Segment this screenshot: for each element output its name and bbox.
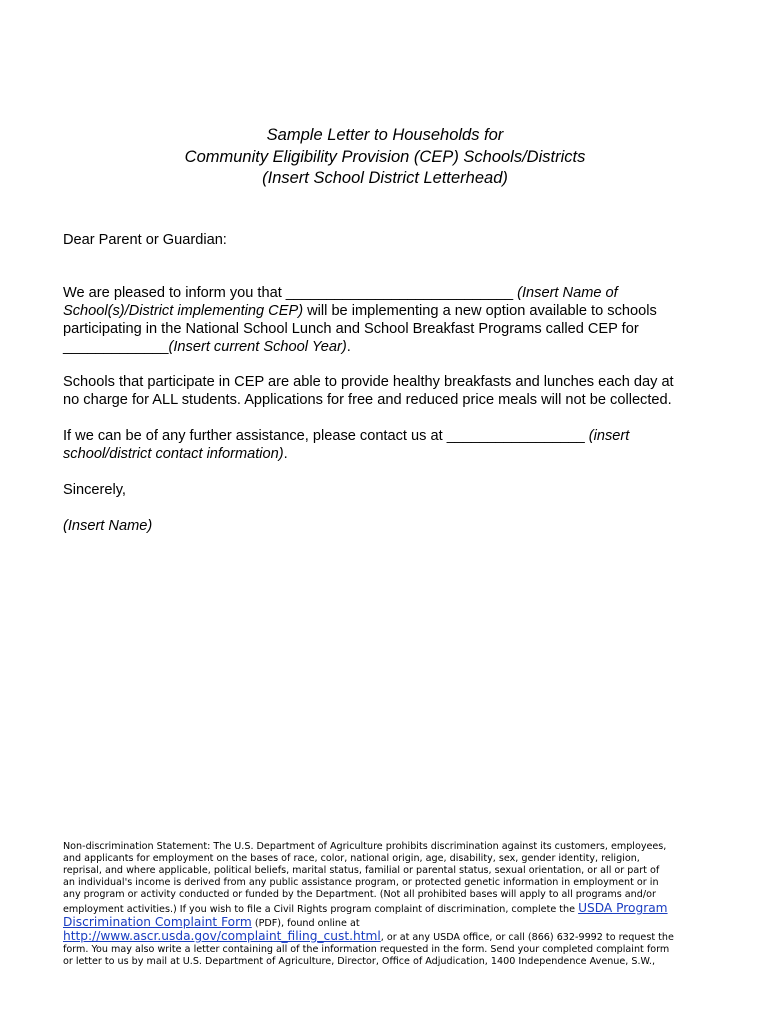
p1-blank: _____________ <box>63 339 169 355</box>
letter-title <box>0 125 770 190</box>
p3-end: . <box>283 446 288 462</box>
p3-italic-1: (insert <box>588 428 630 444</box>
footer-text-7: (PDF), found online at <box>251 918 360 929</box>
footer-line-5: any program or activity conducted or funded by the Department. (Not all prohibited bases will apply to all programs and/or <box>63 889 656 900</box>
footer-line-2: and applicants for employment on the bases of race, color, national origin, age, disability, sex, gender identity, religion, <box>63 853 640 864</box>
paragraph-3 <box>63 427 713 463</box>
p3-text-1: If we can be of any further assistance, please contact us at _________________ <box>63 428 589 444</box>
salutation: Dear Parent or Guardian: <box>63 232 227 248</box>
footer-line-3: reprisal, and where applicable, political beliefs, marital status, familial or parental status, sexual orientation, or all or part of <box>63 865 660 876</box>
p1-text-2: will be implementing a new option available to schools <box>303 303 657 319</box>
complaint-filing-url-link[interactable]: http://www.ascr.usda.gov/complaint_filing_cust.html <box>63 929 381 943</box>
usda-complaint-form-link[interactable]: USDA Program <box>578 901 668 915</box>
signature-name: (Insert Name) <box>63 518 153 534</box>
paragraph-1 <box>63 284 713 356</box>
footer-line-4: an individual's income is derived from any public assistance program, or protected genetic information in employment or in <box>63 877 659 888</box>
p2-line-1: Schools that participate in CEP are able to provide healthy breakfasts and lunches each day at <box>63 374 674 390</box>
p1-italic-3: (Insert current School Year) <box>168 339 347 355</box>
p1-text-1: We are pleased to inform you that ____________________________ <box>63 285 518 301</box>
title-line-3: (Insert School District Letterhead) <box>262 169 508 187</box>
non-discrimination-statement <box>63 841 713 968</box>
title-line-1: Sample Letter to Households for <box>266 126 504 144</box>
p1-text-3: participating in the National School Lunch and School Breakfast Programs called CEP for <box>63 321 639 337</box>
usda-complaint-form-link-cont[interactable]: Discrimination Complaint Form <box>63 915 252 929</box>
footer-text-8: , or at any USDA office, or call (866) 632-9992 to request the <box>380 932 674 943</box>
footer-text-6: employment activities.) If you wish to file a Civil Rights program complaint of discrimination, complete the <box>63 904 579 915</box>
footer-line-1: Non-discrimination Statement: The U.S. Department of Agriculture prohibits discrimination against its customers, employees, <box>63 841 667 852</box>
closing: Sincerely, <box>63 482 126 498</box>
signature <box>63 517 713 535</box>
p3-italic-2: school/district contact information) <box>63 446 284 462</box>
title-line-2: Community Eligibility Provision (CEP) Schools/Districts <box>184 147 586 166</box>
p1-italic-2: School(s)/District implementing CEP) <box>63 303 304 319</box>
paragraph-2 <box>63 373 713 409</box>
p1-italic-1: (Insert Name of <box>517 285 618 301</box>
footer-line-9: form. You may also write a letter containing all of the information requested in the form. Send your completed complaint form <box>63 944 670 955</box>
p2-line-2: no charge for ALL students. Applications for free and reduced price meals will not be collected. <box>63 392 672 408</box>
footer-line-10: or letter to us by mail at U.S. Department of Agriculture, Director, Office of Adjudication, 1400 Independence Avenue, S.W., <box>63 956 656 967</box>
p1-end: . <box>346 339 351 355</box>
